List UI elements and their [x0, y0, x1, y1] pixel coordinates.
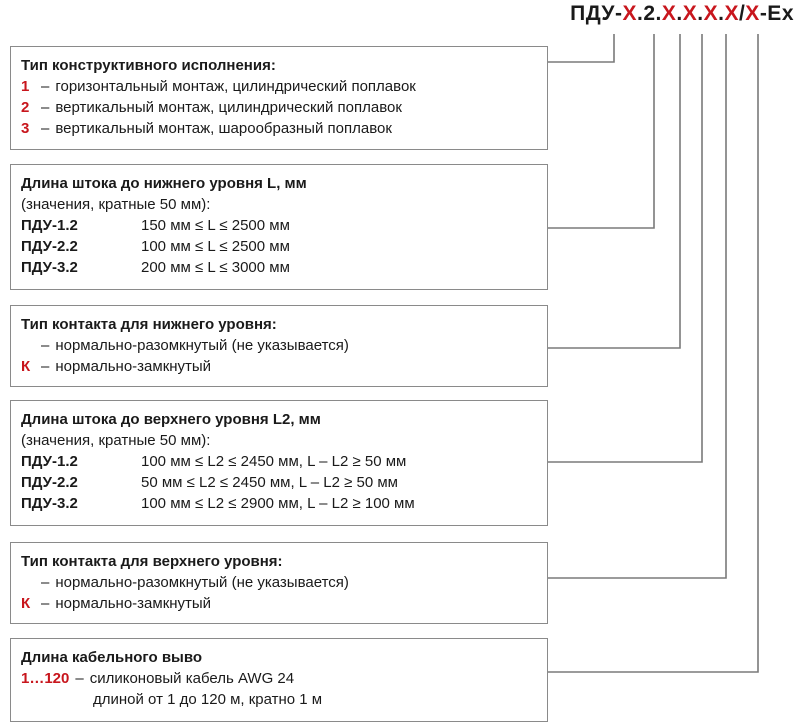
code-dot: . — [636, 2, 644, 25]
model-name: ПДУ-2.2 — [21, 474, 78, 491]
design-type-title: Тип конструктивного исполнения: — [21, 57, 276, 74]
model-name: ПДУ-2.2 — [21, 238, 78, 255]
code-dot: . — [676, 2, 683, 25]
option-text: вертикальный монтаж, цилиндрический поплавок — [55, 99, 402, 116]
cable-range-key: 1…120 — [21, 670, 70, 687]
option-key: К — [21, 358, 31, 375]
design-option — [21, 76, 537, 97]
upper-length-row — [21, 493, 537, 514]
option-key: 2 — [21, 99, 30, 116]
code-slot-lower-length: Х — [661, 2, 677, 25]
code-slot-design: Х — [622, 2, 637, 25]
lower-length-row — [21, 236, 537, 257]
range-value: 100 мм ≤ L ≤ 2500 мм — [141, 238, 290, 255]
lower-length-title: Длина штока до нижнего уровня L, мм — [21, 175, 307, 192]
code-slash: / — [738, 2, 746, 25]
design-option — [21, 118, 537, 139]
dash: – — [41, 99, 50, 116]
range-value: 50 мм ≤ L2 ≤ 2450 мм, L – L2 ≥ 50 мм — [141, 474, 398, 491]
option-text: нормально-разомкнутый (не указывается) — [55, 337, 349, 354]
upper-contact-option — [21, 572, 537, 593]
dash: – — [41, 120, 50, 137]
option-text: горизонтальный монтаж, цилиндрический поплавок — [55, 78, 416, 95]
code-prefix: ПДУ- — [570, 2, 623, 25]
upper-contact-option — [21, 593, 537, 614]
dash: – — [41, 337, 50, 354]
lower-length-row — [21, 257, 537, 278]
model-name: ПДУ-3.2 — [21, 495, 78, 512]
upper-length-note: (значения, кратные 50 мм): — [21, 432, 211, 449]
cable-option — [21, 668, 537, 689]
code-suffix: -Ex — [759, 2, 794, 25]
model-name: ПДУ-1.2 — [21, 217, 78, 234]
connector-upper-length — [548, 34, 702, 462]
option-text: нормально-разомкнутый (не указывается) — [55, 574, 349, 591]
cable-line2: длиной от 1 до 120 м, кратно 1 м — [93, 691, 323, 708]
option-text: нормально-замкнутый — [55, 595, 212, 612]
lower-length-block — [10, 164, 548, 290]
code-dot: . — [655, 2, 662, 25]
code-dot: . — [718, 2, 725, 25]
range-value: 200 мм ≤ L ≤ 3000 мм — [141, 259, 290, 276]
range-value: 100 мм ≤ L2 ≤ 2450 мм, L – L2 ≥ 50 мм — [141, 453, 407, 470]
connector-upper-contact — [548, 34, 726, 578]
code-fixed-2: 2 — [643, 2, 656, 25]
model-name: ПДУ-3.2 — [21, 259, 78, 276]
upper-contact-title: Тип контакта для верхнего уровня: — [21, 553, 283, 570]
design-option — [21, 97, 537, 118]
lower-length-note: (значения, кратные 50 мм): — [21, 196, 211, 213]
code-dot: . — [697, 2, 704, 25]
lower-contact-block — [10, 305, 548, 387]
code-slot-upper-contact: Х — [724, 2, 739, 25]
cable-length-title: Длина кабельного выво — [21, 649, 203, 666]
cable-line1: силиконовый кабель AWG 24 — [89, 670, 295, 687]
code-slot-cable: Х — [745, 2, 760, 25]
option-key: 1 — [21, 78, 30, 95]
lower-contact-title: Тип контакта для нижнего уровня: — [21, 316, 277, 333]
lower-contact-option — [21, 356, 537, 377]
lower-length-row — [21, 215, 537, 236]
upper-contact-block — [10, 542, 548, 624]
option-key: 3 — [21, 120, 30, 137]
connector-lower-length — [548, 34, 654, 228]
cable-length-block — [10, 638, 548, 722]
range-value: 100 мм ≤ L2 ≤ 2900 мм, L – L2 ≥ 100 мм — [141, 495, 415, 512]
range-value: 150 мм ≤ L ≤ 2500 мм — [141, 217, 290, 234]
upper-length-title: Длина штока до верхнего уровня L2, мм — [21, 411, 321, 428]
option-key: К — [21, 595, 31, 612]
option-text: вертикальный монтаж, шарообразный поплавок — [55, 120, 392, 137]
dash: – — [41, 595, 50, 612]
upper-length-block — [10, 400, 548, 526]
code-slot-lower-contact: Х — [682, 2, 698, 25]
dash: – — [41, 358, 50, 375]
dash: – — [41, 78, 50, 95]
dash: – — [75, 670, 84, 687]
option-text: нормально-замкнутый — [55, 358, 212, 375]
connector-design — [548, 34, 614, 62]
upper-length-row — [21, 472, 537, 493]
dash: – — [41, 574, 50, 591]
upper-length-row — [21, 451, 537, 472]
connector-lower-contact — [548, 34, 680, 348]
lower-contact-option — [21, 335, 537, 356]
model-name: ПДУ-1.2 — [21, 453, 78, 470]
code-slot-upper-length: Х — [703, 2, 719, 25]
design-type-block — [10, 46, 548, 150]
